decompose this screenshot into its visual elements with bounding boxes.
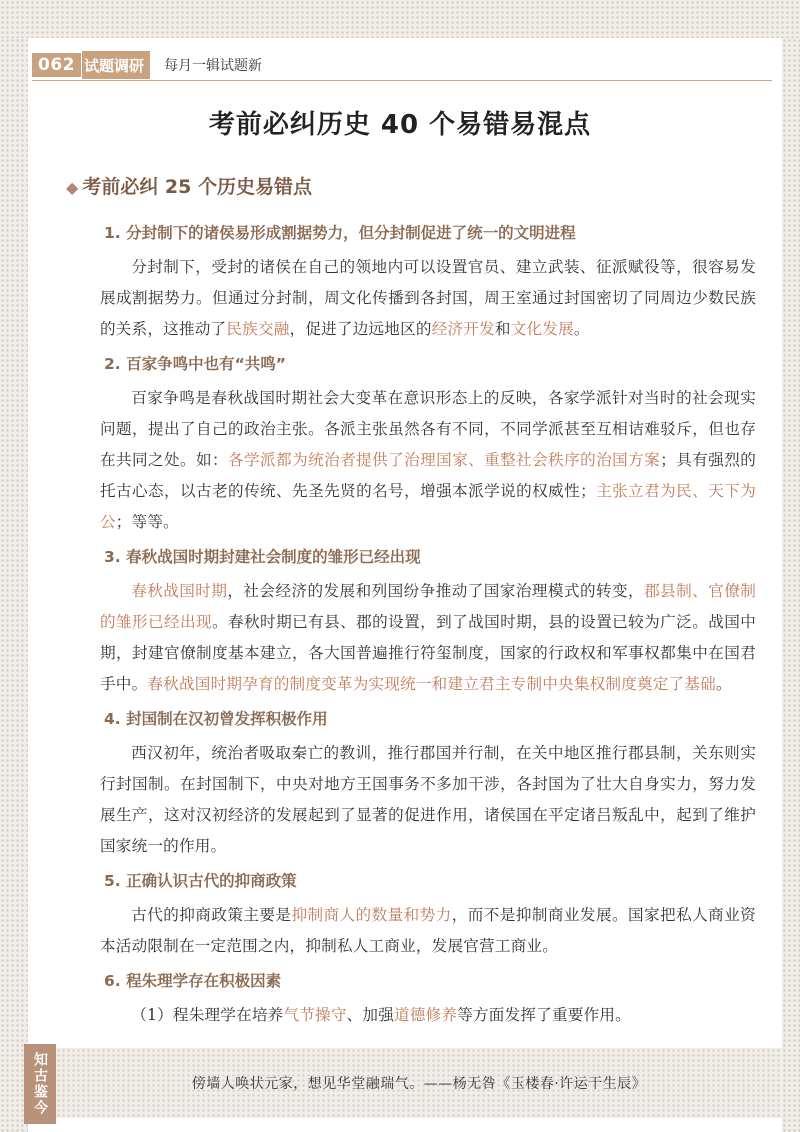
highlighted-text: 抑制商人的数量和势力 [291, 906, 452, 924]
highlighted-text: 春秋战国时期孕育的制度变革为实现统一和建立君主专制中央集权制度奠定了基础 [147, 675, 716, 693]
body-text: ；等等。 [115, 513, 179, 531]
footer-quote-band [56, 1048, 782, 1118]
page-header [32, 50, 772, 81]
body-text: ，促进了边远地区的 [289, 320, 432, 338]
column-tagline: 每月一辑试题新 [164, 58, 263, 74]
item-heading: 1. 分封制下的诸侯易形成割据势力，但分封制促进了统一的文明进程 [104, 224, 576, 242]
item-heading: 4. 封国制在汉初曾发挥积极作用 [104, 710, 328, 728]
body-text: 等方面发挥了重要作用。 [457, 1006, 631, 1024]
highlighted-text: 各学派都为统治者提供了治理国家、重整社会秩序的治国方案 [228, 451, 661, 469]
highlighted-text: 文化发展 [510, 320, 574, 338]
body-text: 、加强 [346, 1006, 395, 1024]
highlighted-text: 民族交融 [226, 320, 290, 338]
body-text: 。 [715, 675, 732, 693]
item-paragraph [100, 738, 756, 862]
dotted-border-top [0, 0, 800, 38]
page-number: 062 [32, 53, 81, 77]
item-paragraph [100, 1000, 756, 1031]
body-text: 百家争鸣是春秋战国时期社会大变革在意识形态上的反映，各家学派针对当时的社会现实问题，提出了自己的政治主张。各派主张虽然各有不同，不同学派甚至互相诘难驳斥，但也存在共同之处。如： [100, 389, 756, 469]
item-paragraph [100, 383, 756, 538]
body-text: 。 [573, 320, 590, 338]
highlighted-text: 郡县制、官僚制的雏形已经出现 [100, 582, 757, 631]
body-text: 分封制下，受封的诸侯在自己的领地内可以设置官员、建立武装、征派赋役等，很容易发展成割据势力。但通过分封制，周文化传播到各封国，周王室通过封国密切了同周边少数民族的关系，这推动了 [100, 258, 756, 338]
dotted-border-right [782, 38, 800, 1132]
item-heading: 3. 春秋战国时期封建社会制度的雏形已经出现 [104, 548, 421, 566]
body-text: ；具有强烈的托古心态，以古老的传统、先圣先贤的名号，增强本派学说的权威性； [100, 451, 757, 500]
side-tab: 知古鉴今 [24, 1044, 56, 1124]
body-text: 。春秋时期已有县、郡的设置，到了战国时期，县的设置已较为广泛。战国中期，封建官僚制度基本建立，各大国普遍推行符玺制度，国家的行政权和军事权都集中在国君手中。 [100, 613, 756, 693]
body-text: （1）程朱理学在培养 [131, 1006, 284, 1024]
body-text: ，而不是抑制商业发展。国家把私人商业资本活动限制在一定范围之内，抑制私人工商业，发展官营工商业。 [100, 906, 756, 955]
body-text: ，社会经济的发展和列国纷争推动了国家治理模式的转变， [227, 582, 645, 600]
highlighted-text: 气节操守 [283, 1006, 347, 1024]
column-name: 试题调研 [81, 51, 150, 79]
item-heading: 5. 正确认识古代的抑商政策 [104, 872, 297, 890]
dotted-border-left [0, 38, 28, 1132]
item-heading: 2. 百家争鸣中也有“共鸣” [104, 355, 286, 373]
body-text: 西汉初年，统治者吸取秦亡的教训，推行郡国并行制，在关中地区推行郡县制，关东则实行封国制。在封国制下，中央对地方王国事务不多加干涉，各封国为了壮大自身实力，努力发展生产，这对汉初经济的发展起到了显著的促进作用，诸侯国在平定诸吕叛乱中，起到了维护国家统一的作用。 [100, 744, 756, 855]
item-heading: 6. 程朱理学存在积极因素 [104, 972, 282, 990]
item-paragraph [100, 252, 756, 345]
highlighted-text: 经济开发 [431, 320, 495, 338]
section-heading-text: 考前必纠 25 个历史易错点 [82, 176, 312, 198]
body-text: 和 [494, 320, 511, 338]
diamond-bullet-icon: ◆ [66, 178, 79, 197]
item-paragraph [100, 576, 756, 700]
item-paragraph [100, 900, 756, 962]
article-title: 考前必纠历史 40 个易错易混点 [208, 110, 592, 140]
highlighted-text: 主张立君为民、天下为公 [100, 482, 756, 531]
section-heading [66, 172, 312, 199]
body-text: 古代的抑商政策主要是 [131, 906, 292, 924]
highlighted-text: 道德修养 [394, 1006, 458, 1024]
footer-quote: 傍墙人唤状元家，想见华堂融瑞气。——杨无咎《玉楼春·许运干生辰》 [191, 1076, 647, 1092]
highlighted-text: 春秋战国时期 [131, 582, 228, 600]
article-body [100, 218, 757, 1035]
